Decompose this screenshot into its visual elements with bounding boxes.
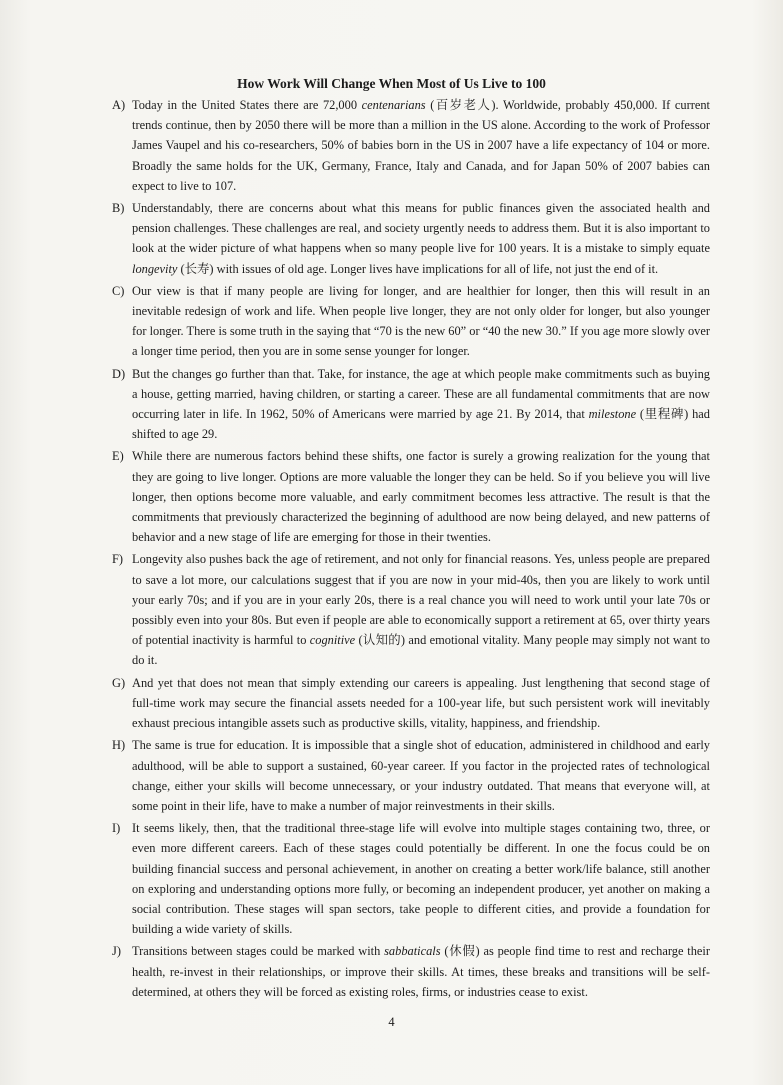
paragraph-i <box>112 818 710 939</box>
paragraph-letter: H) <box>112 738 126 753</box>
paragraph-text: Our view is that if many people are living for longer, and are healthier for longer, then this will result in an inevitable redesign of work and life. When people live longer, they are not only older for longer, but also younger for longer. There is some truth in the saying that “70 is the new 60” or “40 the new 30.” If you age more slowly over a longer time period, then you are in some sense younger for longer. <box>132 283 710 359</box>
article-body <box>112 95 710 1004</box>
paragraph-a <box>112 95 710 196</box>
paragraph-text: The same is true for education. It is impossible that a single shot of education, administered in childhood and early adulthood, will be able to support a sustained, 60-year career. If you factor in the projected rates of technological change, either your skills will become unnecessary, or your industry outdated. That means that everyone will, at some point in their life, have to make a number of major reinvestments in their skills. <box>132 738 710 813</box>
paragraph-h <box>112 735 710 816</box>
paragraph-letter: I) <box>112 821 121 836</box>
paragraph-letter: C) <box>112 283 125 298</box>
paragraph-letter: F) <box>112 552 124 567</box>
paragraph-b <box>112 198 710 279</box>
page-number: 4 <box>388 1015 395 1029</box>
paragraph-text: But the changes go further than that. Take, for instance, the age at which people make commitments such as buying a house, getting married, having children, or starting a career. These are all fundamental commitments that are now occurring later in life. In 1962, 50% of Americans were married by age 21. By 2014, that milestone (里程碑) had shifted to age 29. <box>132 366 710 442</box>
paragraph-text: Understandably, there are concerns about what this means for public finances given the associated health and pension challenges. These challenges are real, and society urgently needs to address them. But it is also important to look at the wider picture of what happens when so many people live for 100 years. It is a mistake to simply equate longevity (长寿) with issues of old age. Longer lives have implications for all of life, not just the end of it. <box>132 201 710 276</box>
paragraph-text: Longevity also pushes back the age of retirement, and not only for financial reasons. Yes, unless people are prepared to save a lot more, our calculations suggest that if you are now in your mid-40s, then you are likely to work until your early 70s; and if you are in your early 20s, there is a real chance you will need to work until your late 70s or possibly even into your 80s. But even if people are able to economically support a retirement at 65, over thirty years of potential inactivity is harmful to cognitive (认知的) and emotional vitality. Many people may simply not want to do it. <box>132 552 710 668</box>
paragraph-j <box>112 941 710 1002</box>
paragraph-text: Transitions between stages could be marked with sabbaticals (休假) as people find time to rest and recharge their health, re-invest in their relationships, or improve their skills. At times, these breaks and transitions will be self-determined, at others they will be forced as existing roles, firms, or industries cease to exist. <box>132 944 710 999</box>
paragraph-f <box>112 549 710 670</box>
paragraph-e <box>112 446 710 547</box>
paragraph-text: Today in the United States there are 72,000 centenarians (百岁老人). Worldwide, probably 450,000. If current trends continue, then by 2050 there will be more than a million in the US alone. According to the work of Professor James Vaupel and his co-researchers, 50% of babies born in the US in 2007 have a life expectancy of 104 or more. Broadly the same holds for the UK, Germany, France, Italy and Canada, and for Japan 50% of 2007 babies can expect to live to 107. <box>132 98 710 193</box>
paragraph-letter: D) <box>112 366 126 381</box>
paragraph-letter: A) <box>112 98 126 112</box>
paragraph-text: While there are numerous factors behind these shifts, one factor is surely a growing realization for the young that they are going to live longer. Options are more valuable the longer they can be held. So if you believe you will live longer, then options become more valuable, and early commitment becomes less attractive. The result is that the commitments that previously characterized the beginning of adulthood are now being delayed, and new patterns of behavior and a new stage of life are emerging for those in their twenties. <box>132 449 710 545</box>
page-title: How Work Will Change When Most of Us Live to 100 <box>237 76 546 91</box>
paragraph-letter: B) <box>112 201 125 216</box>
paragraph-c <box>112 281 710 362</box>
paragraph-letter: J) <box>112 944 121 959</box>
paragraph-d <box>112 364 710 445</box>
paragraph-letter: E) <box>112 449 124 464</box>
paragraph-letter: G) <box>112 675 126 690</box>
paragraph-text: It seems likely, then, that the traditional three-stage life will evolve into multiple stages containing two, three, or even more different careers. Each of these stages could potentially be different. In one the focus could be on building financial success and personal achievement, in another on creating a better work/life balance, still another on exploring and understanding options more fully, or becoming an independent producer, yet another on making a social contribution. These stages will span sectors, take people to different cities, and provide a foundation for building a wide variety of skills. <box>132 821 710 937</box>
paragraph-text: And yet that does not mean that simply extending our careers is appealing. Just lengthening that second stage of full-time work may secure the financial assets needed for a 100-year life, but such persistent work will inevitably exhaust precious intangible assets such as productive skills, vitality, happiness, and friendship. <box>132 675 710 731</box>
paragraph-g <box>112 673 710 734</box>
